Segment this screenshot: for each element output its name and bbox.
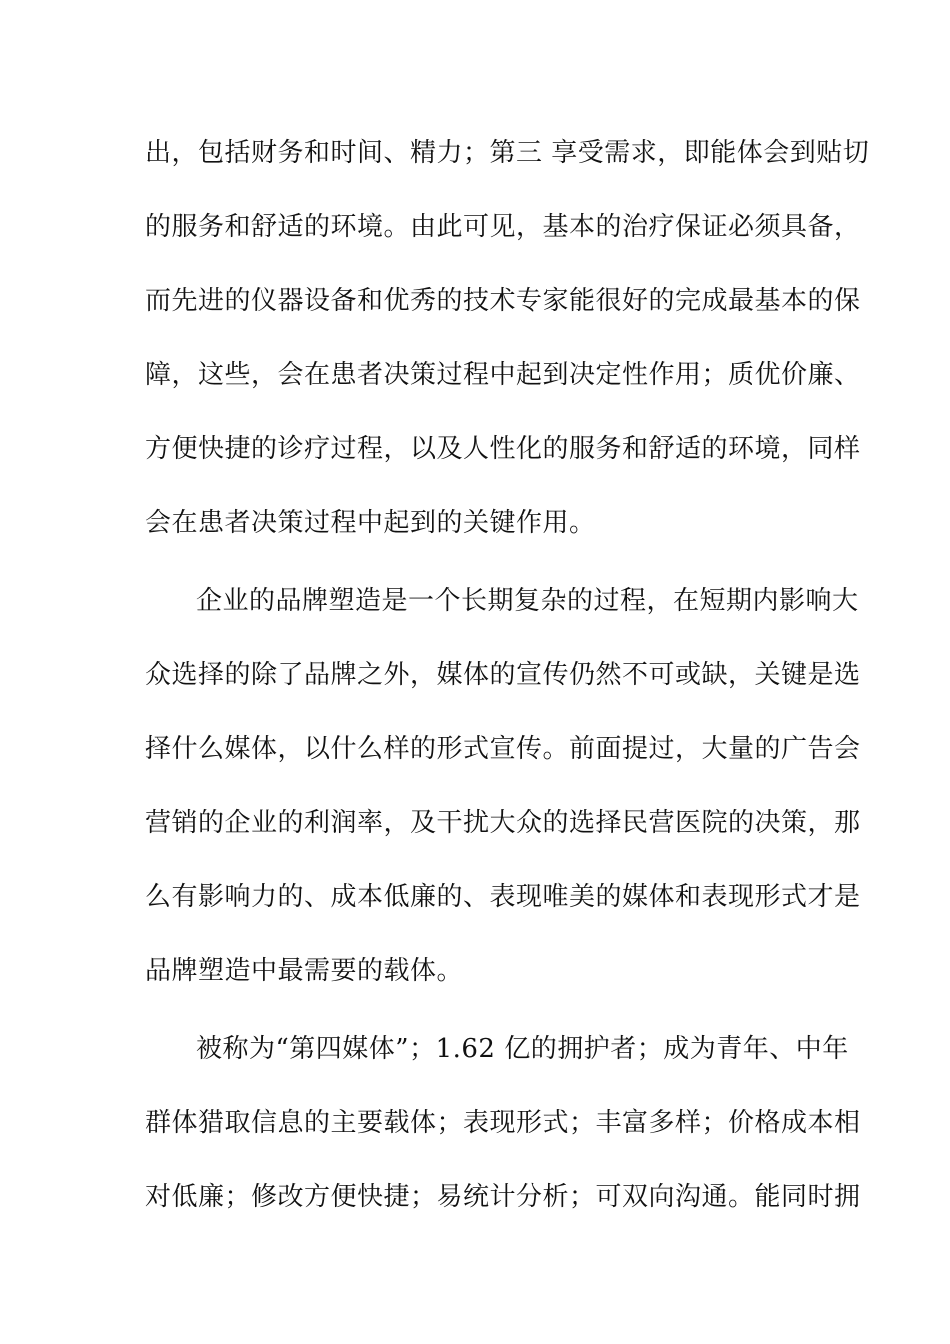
paragraph-3-line-2: 群体猎取信息的主要载体；表现形式；丰富多样；价格成本相 — [145, 1108, 861, 1138]
paragraph-1-line-1: 出，包括财务和时间、精力；第三 享受需求，即能体会到贴切 — [145, 138, 870, 168]
paragraph-1-line-5: 方便快捷的诊疗过程，以及人性化的服务和舒适的环境，同样 — [145, 434, 861, 464]
paragraph-2-line-5: 么有影响力的、成本低廉的、表现唯美的媒体和表现形式才是 — [145, 882, 861, 912]
paragraph-2-line-2: 众选择的除了品牌之外，媒体的宣传仍然不可或缺，关键是选 — [145, 660, 861, 690]
paragraph-1-line-6: 会在患者决策过程中起到的关键作用。 — [145, 508, 596, 538]
paragraph-2-line-1: 企业的品牌塑造是一个长期复杂的过程，在短期内影响大 — [196, 586, 859, 616]
paragraph-1-line-2: 的服务和舒适的环境。由此可见，基本的治疗保证必须具备， — [145, 212, 861, 242]
paragraph-1-line-4: 障，这些，会在患者决策过程中起到决定性作用；质优价廉、 — [145, 360, 861, 390]
paragraph-2-line-3: 择什么媒体，以什么样的形式宣传。前面提过，大量的广告会 — [145, 734, 861, 764]
paragraph-2-line-4: 营销的企业的利润率，及干扰大众的选择民营医院的决策，那 — [145, 808, 861, 838]
paragraph-3-line-1: 被称为“第四媒体”；1.62 亿的拥护者；成为青年、中年 — [196, 1034, 849, 1064]
paragraph-2-line-6: 品牌塑造中最需要的载体。 — [145, 956, 464, 986]
paragraph-1-line-3: 而先进的仪器设备和优秀的技术专家能很好的完成最基本的保 — [145, 286, 861, 316]
paragraph-3-line-3: 对低廉；修改方便快捷；易统计分析；可双向沟通。能同时拥 — [145, 1182, 861, 1212]
